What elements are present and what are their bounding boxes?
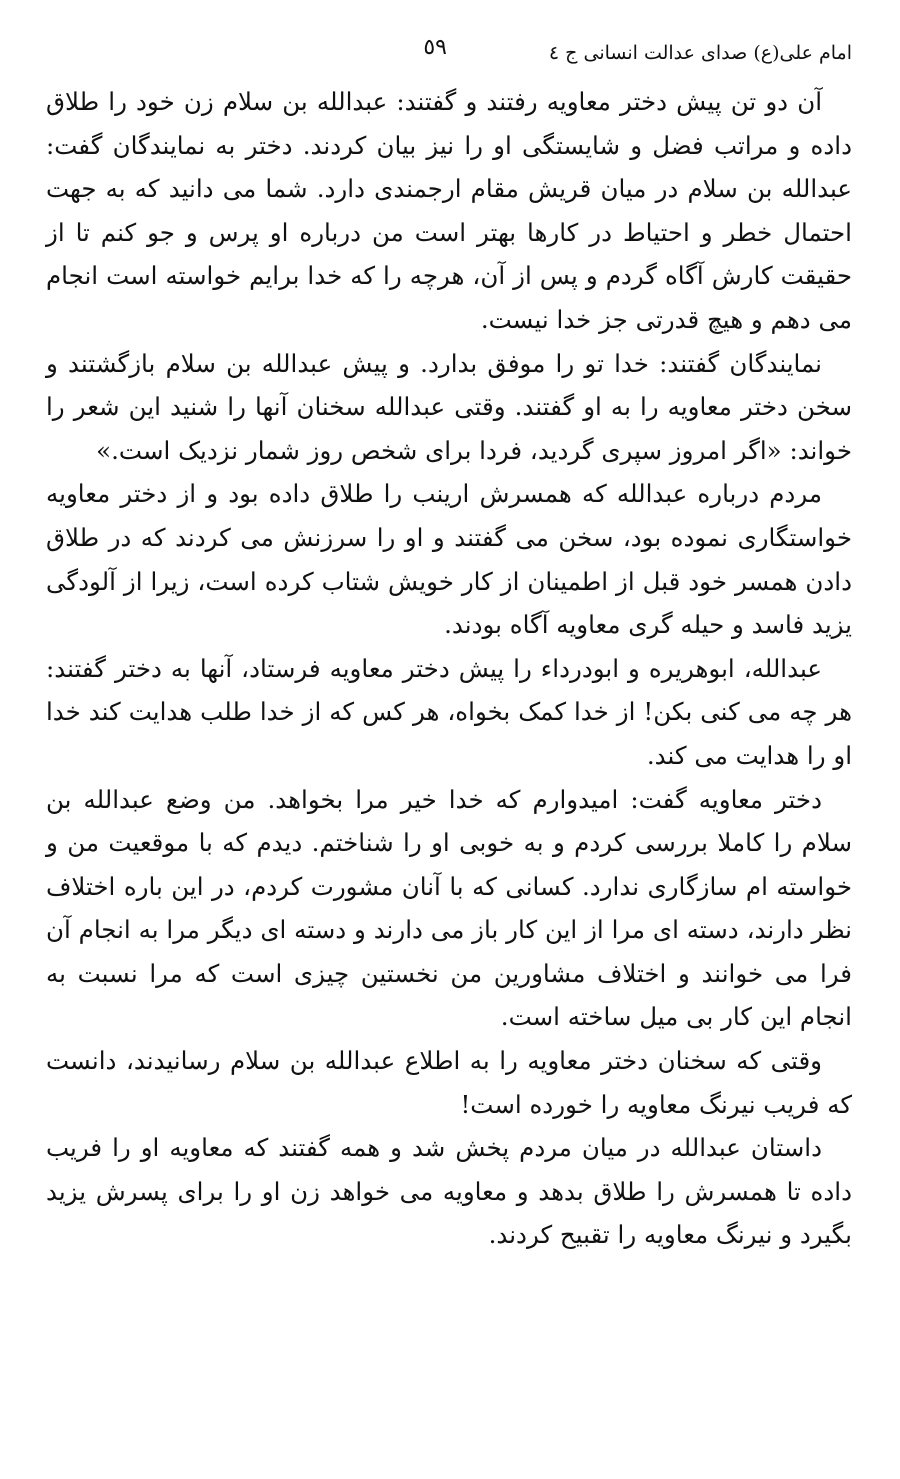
paragraph: آن دو تن پیش دختر معاویه رفتند و گفتند: عبدالله بن سلام زن خود را طلاق داده و مراتب فضل و شایستگی او را نیز بیان کردند. دختر به نمایندگان گفت: عبدالله بن سلام در میان قریش مقام ارجمندی دارد. شما می دانید که به جهت احتمال خطر و احتیاط در کارها بهتر است من درباره او پرس و جو کنم تا از حقیقت کارش آگاه گردم و پس از آن، هرچه را که خدا برایم خواسته است انجام می دهم و هیچ قدرتی جز خدا نیست. bbox=[46, 87, 852, 334]
paragraph: وقتی که سخنان دختر معاویه را به اطلاع عبدالله بن سلام رسانیدند، دانست که فریب نیرنگ معاویه را خورده است! bbox=[46, 1046, 852, 1119]
paragraph: دختر معاویه گفت: امیدوارم که خدا خیر مرا بخواهد. من وضع عبدالله بن سلام را کاملا بررسی کردم و به خوبی او را شناختم. دیدم که با موقعیت من و خواسته ام سازگاری ندارد. کسانی که با آنان مشورت کردم، در این باره اختلاف نظر دارند، دسته ای مرا از این کار باز می دارند و دسته ای دیگر مرا به انجام آن فرا می خوانند و اختلاف مشاورین من نخستین چیزی است که مرا نسبت به انجام این کار بی میل ساخته است. bbox=[46, 784, 852, 1032]
body-text bbox=[46, 80, 852, 1257]
paragraph: مردم درباره عبدالله که همسرش ارینب را طلاق داده بود و از دختر معاویه خواستگاری نموده بود، سخن می گفتند و او را سرزنش می کردند که در طلاق دادن همسر خود قبل از اطمینان از کار خویش شتاب کرده است، زیرا از آلودگی یزید فاسد و حیله گری معاویه آگاه بودند. bbox=[46, 479, 852, 640]
page-number: ٥٩ bbox=[423, 35, 447, 60]
paragraph: عبدالله، ابوهریره و ابودرداء را پیش دختر معاویه فرستاد، آنها به دختر گفتند: هر چه می کنی بکن! از خدا کمک بخواه، هر کس که از خدا طلب هدایت کند خدا او را هدایت می کند. bbox=[46, 653, 852, 770]
paragraph: نمایندگان گفتند: خدا تو را موفق بدارد. و پیش عبدالله بن سلام بازگشتند و سخن دختر معاویه را به او گفتند. وقتی عبدالله سخنان آنها را شنید این شعر را خواند: «اگر امروز سپری گردید، فردا برای شخص روز شمار نزدیک است.» bbox=[46, 348, 852, 465]
running-title: امام علی(ع) صدای عدالت انسانی ج ٤ bbox=[548, 42, 852, 64]
paragraph: داستان عبدالله در میان مردم پخش شد و همه گفتند که معاویه او را فریب داده تا همسرش را طلاق بدهد و معاویه می خواهد زن او را برای پسرش یزید بگیرد و نیرنگ معاویه را تقبیح کردند. bbox=[46, 1133, 852, 1250]
page-header bbox=[46, 0, 852, 70]
